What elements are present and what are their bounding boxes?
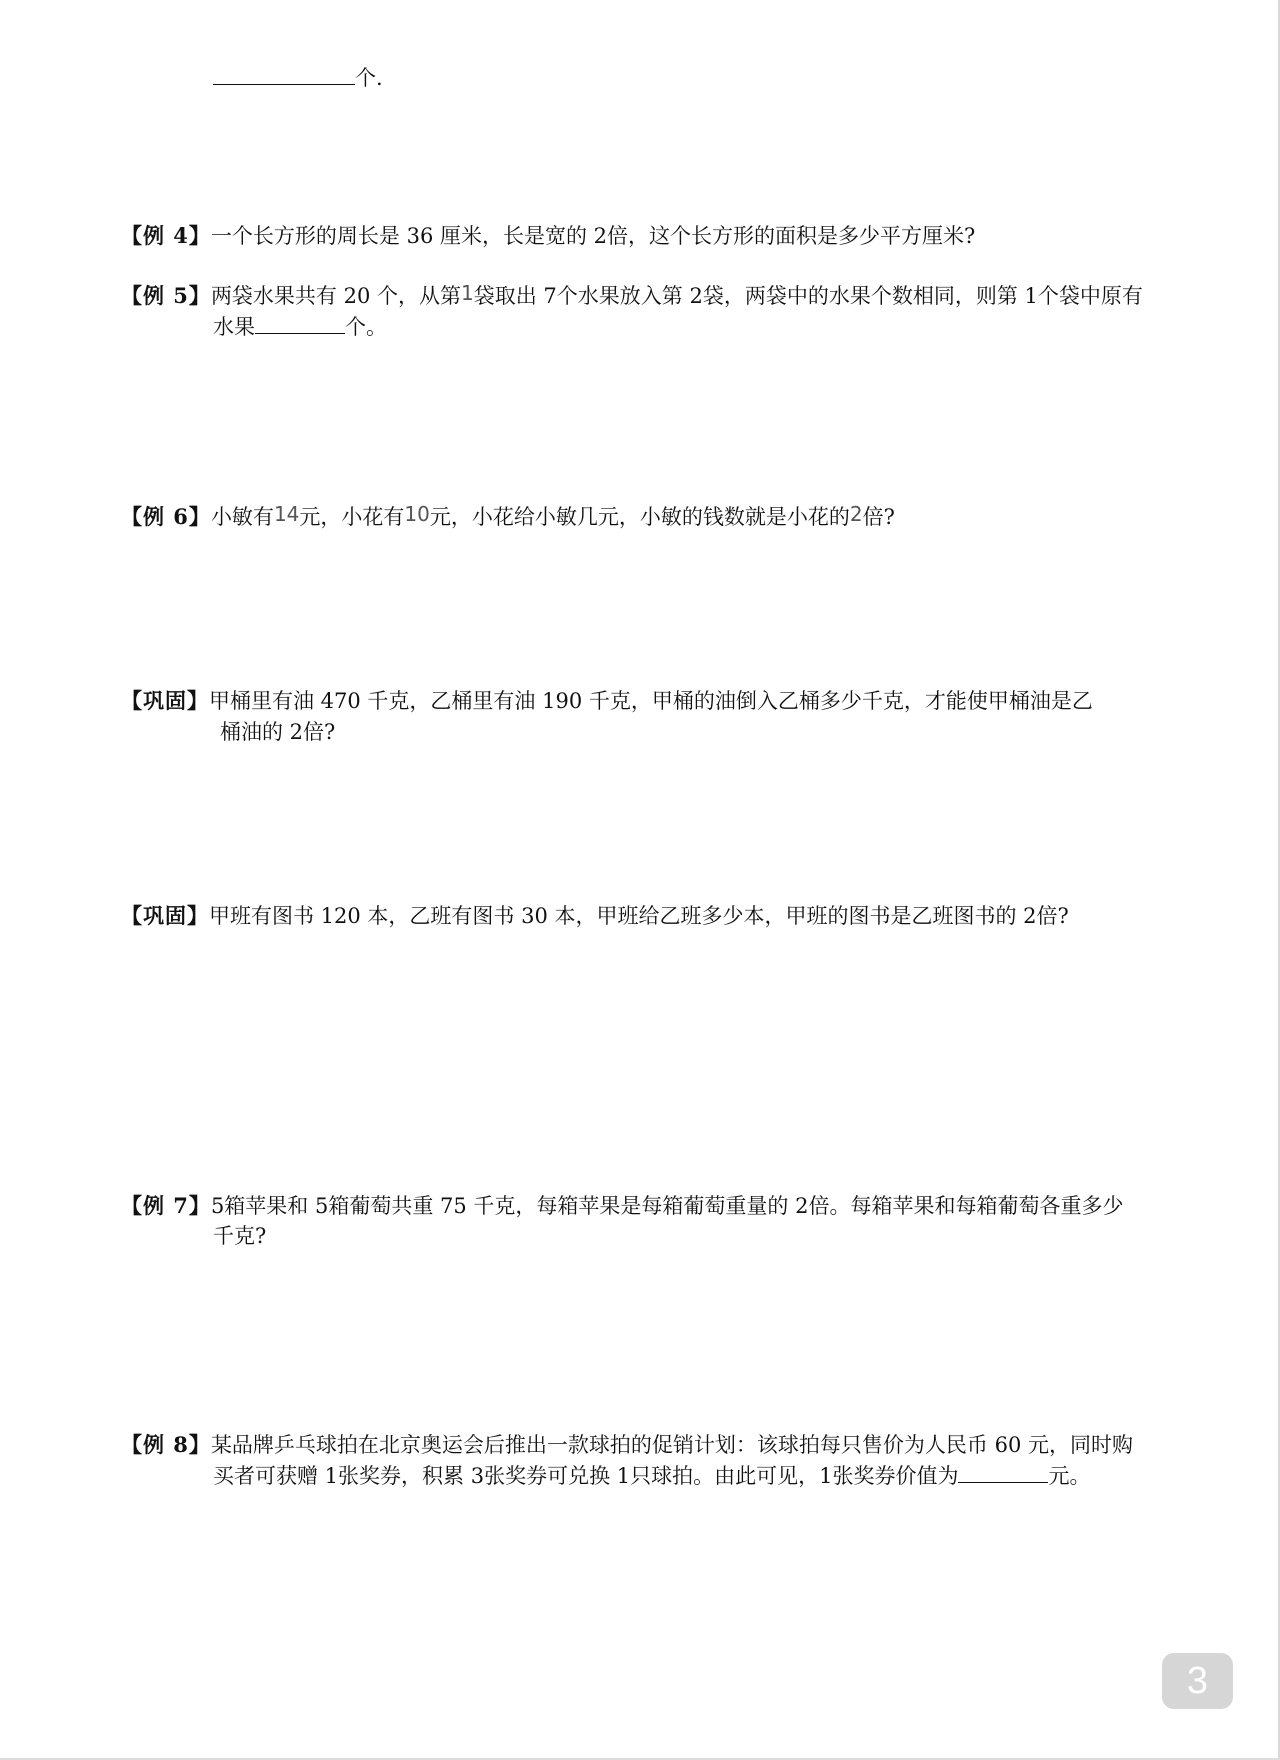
- problem-example-6: [121, 504, 895, 530]
- answer-blank: [213, 66, 355, 85]
- problem-example-5-line-1: [121, 283, 1143, 309]
- problem-example-8-line-2: [213, 1463, 1090, 1489]
- problem-number: 10: [404, 502, 430, 526]
- problem-number: 1: [461, 281, 474, 305]
- problem-text: 元。: [1048, 1464, 1091, 1488]
- problem-example-5-line-2: [213, 314, 387, 340]
- problem-text: 元，小花给小敏几元，小敏的钱数就是小花的: [429, 505, 850, 529]
- problem-example-4: [121, 223, 975, 249]
- problem-label: 【例 4】: [121, 223, 211, 248]
- problem-number: 2: [849, 502, 863, 526]
- problem-text: 倍?: [862, 505, 895, 529]
- problem-text: 甲班有图书 120 本，乙班有图书 30 本，甲班给乙班多少本，甲班的图书是乙班图书的 2倍?: [209, 904, 1069, 928]
- problem-text: 桶油的 2倍?: [220, 720, 336, 744]
- problem-example-8-line-1: [121, 1432, 1133, 1458]
- problem-label: 【巩固】: [121, 688, 209, 713]
- problem-text: 一个长方形的周长是 36 厘米，长是宽的 2倍，这个长方形的面积是多少平方厘米?: [210, 224, 976, 248]
- top-fragment-suffix: 个.: [355, 66, 383, 90]
- problem-label: 【例 6】: [121, 504, 211, 529]
- problem-text: 某品牌乒乓球拍在北京奥运会后推出一款球拍的促销计划：该球拍每只售价为人民币 60 元，同时购: [210, 1433, 1134, 1457]
- problem-label: 【例 7】: [121, 1193, 211, 1218]
- problem-text: 水果: [213, 315, 255, 339]
- practice-problem-1-line-1: [121, 688, 1093, 714]
- problem-text: 5箱苹果和 5箱葡萄共重 75 千克，每箱苹果是每箱葡萄重量的 2倍。每箱苹果和每箱葡萄各重多少: [210, 1194, 1124, 1218]
- problem-label: 【巩固】: [121, 903, 209, 928]
- problem-text: 买者可获赠 1张奖券，积累 3张奖券可兑换 1只球拍。由此可见，1张奖券价值为: [213, 1464, 959, 1488]
- problem-text: 两袋水果共有 20 个，从第: [210, 284, 462, 308]
- top-fragment: [213, 65, 383, 91]
- answer-blank: [958, 1464, 1048, 1483]
- problem-text: 袋取出 7个水果放入第 2袋，两袋中的水果个数相同，则第 1个袋中原有: [473, 284, 1143, 308]
- problem-example-7-line-1: [121, 1193, 1123, 1219]
- problem-label: 【例 5】: [121, 283, 211, 308]
- problem-label: 【例 8】: [121, 1432, 211, 1457]
- answer-blank: [255, 315, 345, 334]
- page-number: 3: [1186, 1659, 1209, 1702]
- problem-text: 小敏有: [210, 505, 274, 529]
- problem-text: 千克?: [213, 1224, 267, 1248]
- problem-text: 个。: [345, 315, 387, 339]
- problem-text: 甲桶里有油 470 千克，乙桶里有油 190 千克，甲桶的油倒入乙桶多少千克，才能使甲桶油是乙: [209, 689, 1093, 713]
- problem-number: 14: [273, 502, 300, 526]
- practice-problem-2: [121, 903, 1069, 929]
- problem-example-7-line-2: [213, 1223, 266, 1249]
- page-number-badge: [1162, 1653, 1233, 1709]
- problem-text: 元，小花有: [299, 505, 405, 529]
- practice-problem-1-line-2: [220, 719, 335, 745]
